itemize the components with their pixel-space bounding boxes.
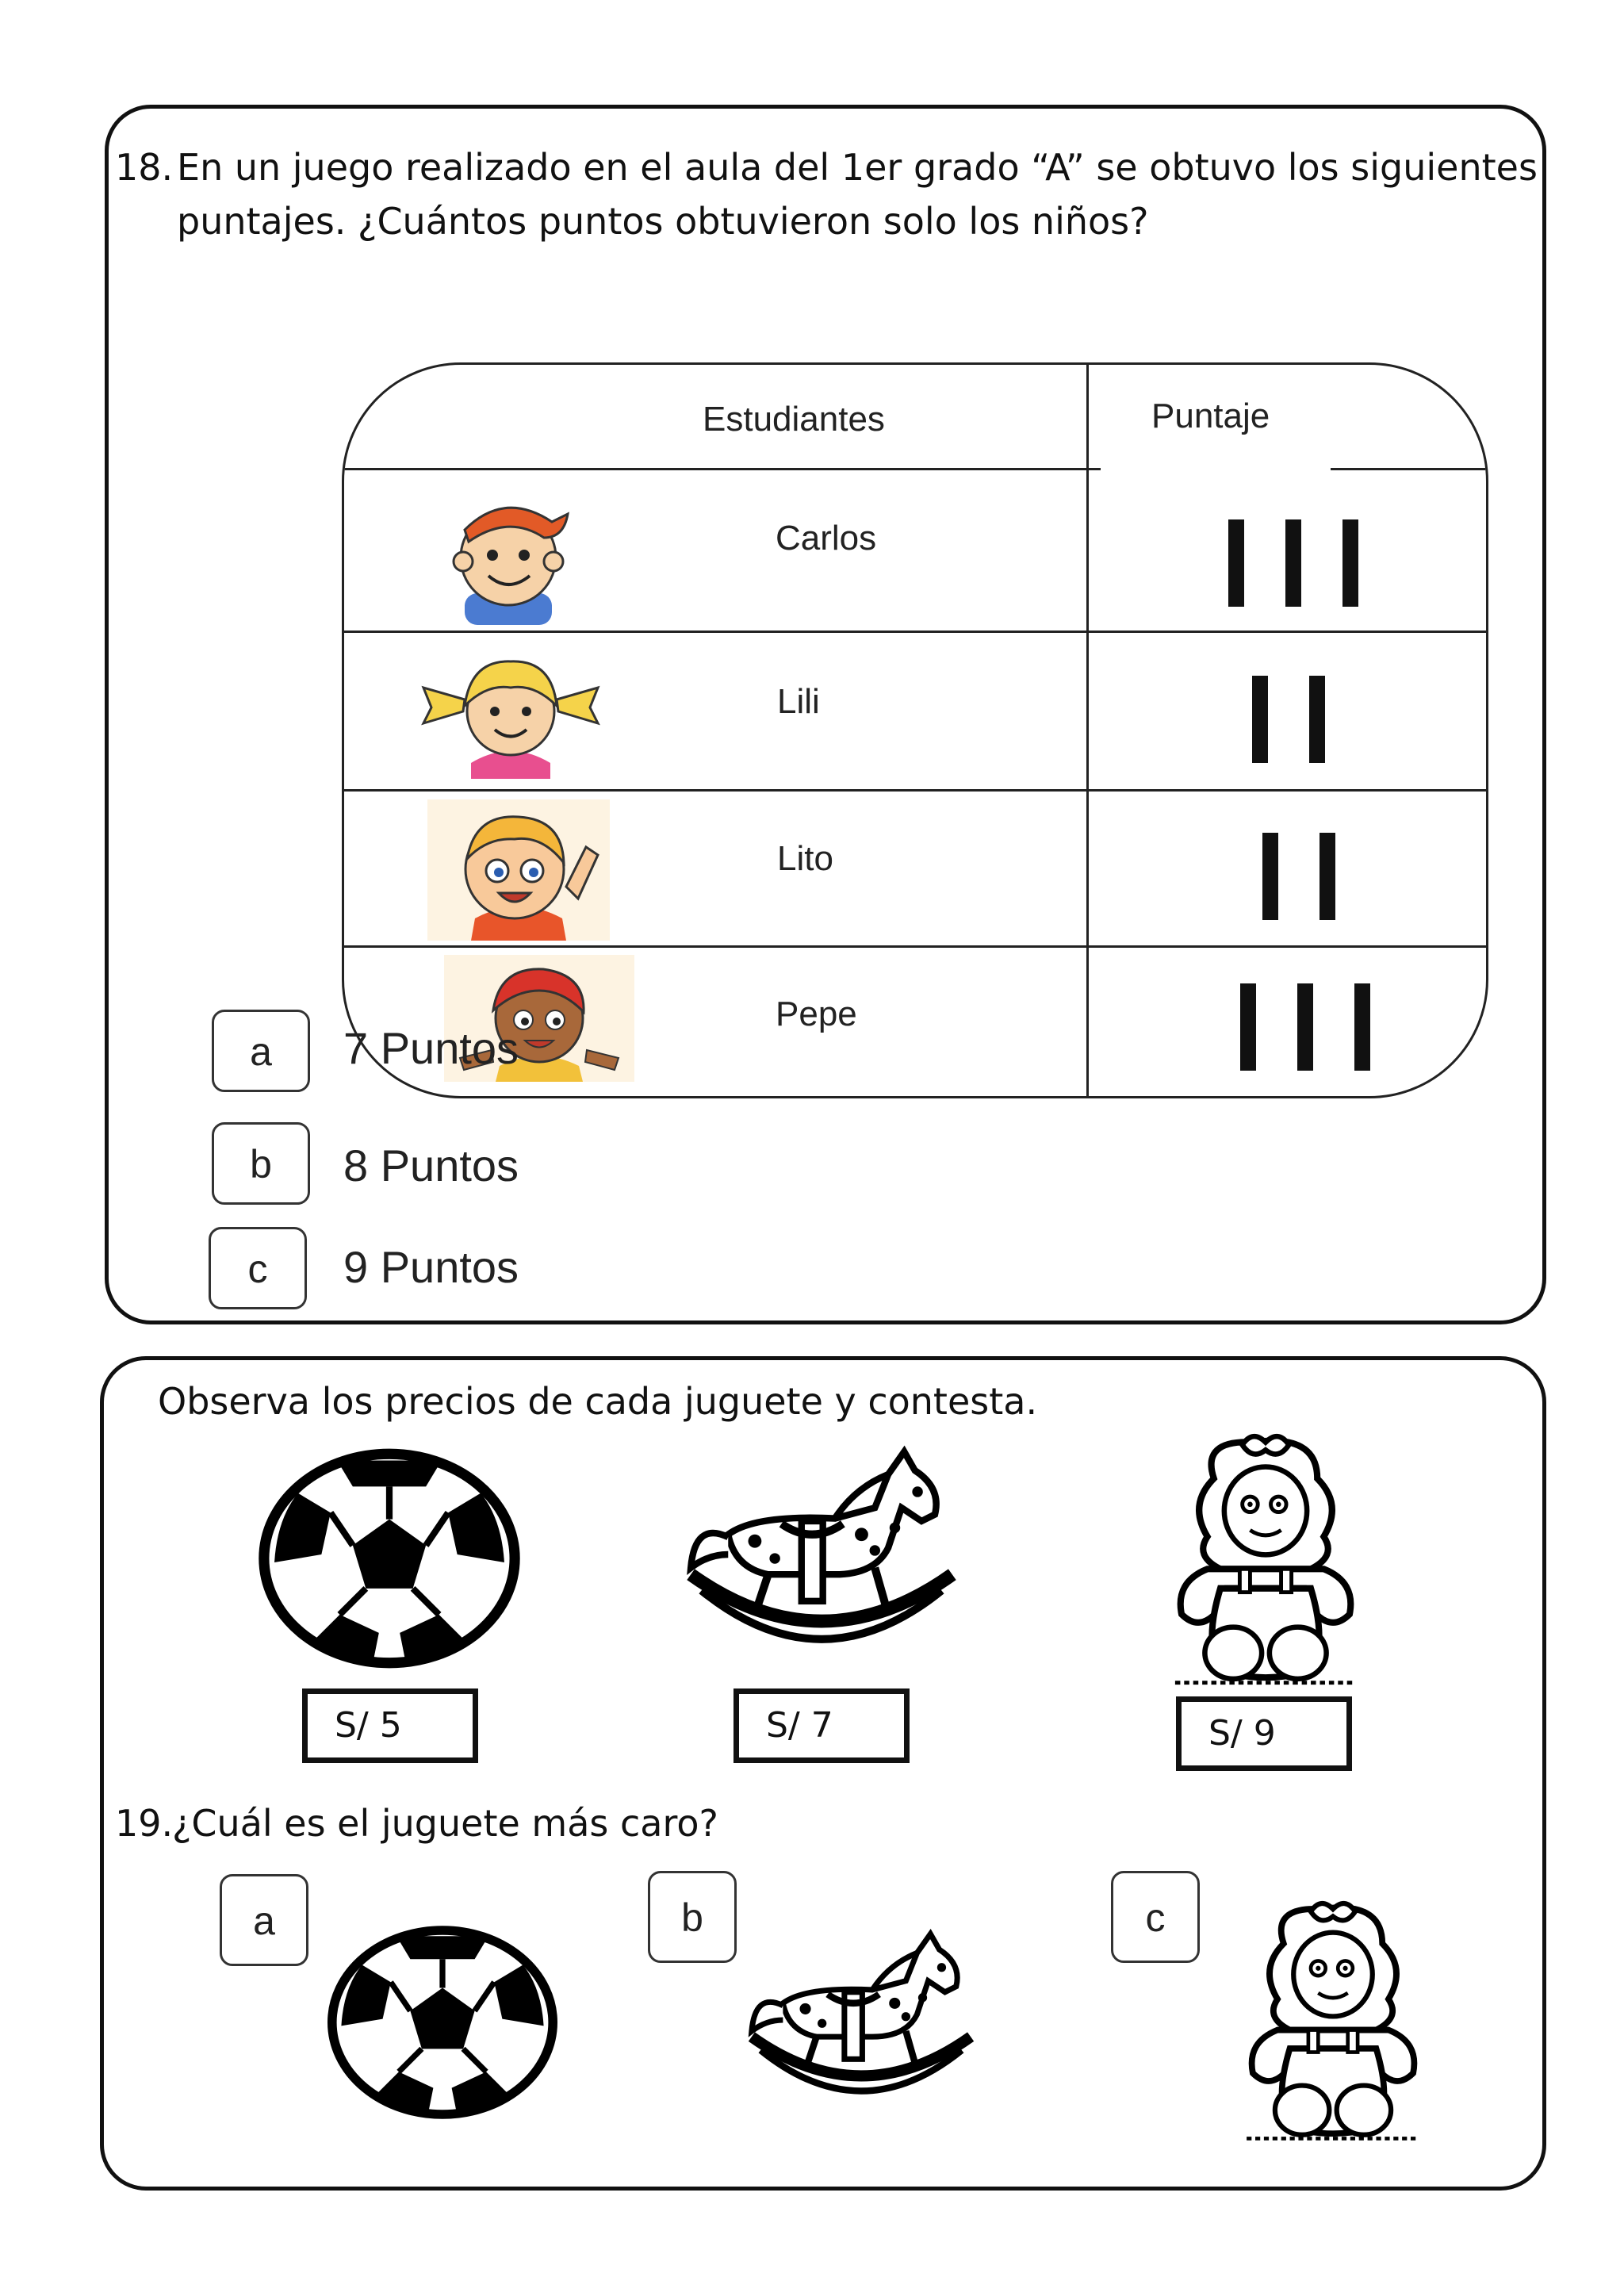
row-divider — [344, 631, 1486, 633]
doll-icon — [1135, 1427, 1396, 1685]
student-name: Lito — [777, 839, 833, 878]
price-box: S/ 7 — [733, 1688, 910, 1763]
header-score: Puntaje — [1151, 397, 1270, 435]
tally-mark — [1240, 983, 1256, 1071]
tally-mark — [1354, 983, 1370, 1071]
price-box: S/ 5 — [302, 1688, 478, 1763]
student-name: Lili — [777, 682, 820, 721]
doll-icon[interactable] — [1222, 1879, 1444, 2156]
instruction-text: Observa los precios de cada juguete y contesta. — [158, 1380, 1038, 1423]
question-19-panel — [100, 1356, 1546, 2191]
question-text-line1: En un juego realizado en el aula del 1er grado “A” se obtuvo los siguientes — [177, 146, 1538, 189]
question-number: 18. — [115, 146, 174, 189]
row-divider — [344, 789, 1486, 792]
tally-mark — [1228, 519, 1244, 607]
option-a-box[interactable]: a — [212, 1010, 310, 1092]
score-table — [342, 362, 1488, 1098]
column-divider — [1086, 365, 1089, 1096]
option-b-box[interactable]: b — [648, 1871, 737, 1963]
option-c-box[interactable]: c — [209, 1227, 307, 1309]
question-text-line2: puntajes. ¿Cuántos puntos obtuvieron solo los niños? — [177, 200, 1149, 243]
rocking-horse-icon — [675, 1439, 968, 1669]
option-a-text[interactable]: 7 Puntos — [343, 1023, 519, 1073]
soccer-ball-icon[interactable] — [327, 1884, 557, 2161]
question-text: ¿Cuál es el juguete más caro? — [172, 1802, 718, 1845]
option-b-box[interactable]: b — [212, 1122, 310, 1205]
student-name: Pepe — [776, 995, 857, 1033]
option-c-text[interactable]: 9 Puntos — [343, 1242, 519, 1292]
boy-cap-avatar-icon — [433, 482, 584, 625]
question-number: 19. — [115, 1802, 174, 1845]
row-divider — [344, 945, 1486, 948]
tally-mark — [1252, 676, 1268, 763]
tally-mark — [1262, 833, 1278, 920]
option-b-text[interactable]: 8 Puntos — [343, 1140, 519, 1190]
header-students: Estudiantes — [703, 400, 885, 439]
option-c-box[interactable]: c — [1111, 1871, 1200, 1963]
tally-mark — [1297, 983, 1313, 1071]
student-name: Carlos — [776, 519, 877, 558]
option-a-box[interactable]: a — [220, 1874, 308, 1966]
tally-mark — [1309, 676, 1325, 763]
tally-mark — [1320, 833, 1335, 920]
tally-mark — [1285, 519, 1301, 607]
girl-pigtails-avatar-icon — [416, 644, 606, 779]
tally-mark — [1342, 519, 1358, 607]
boy-waving-avatar-icon — [427, 799, 610, 941]
question-18-panel — [105, 105, 1546, 1324]
header-gap — [1101, 466, 1331, 473]
soccer-ball-icon — [255, 1447, 524, 1669]
price-box: S/ 9 — [1176, 1696, 1352, 1771]
rocking-horse-icon[interactable] — [738, 1885, 984, 2155]
